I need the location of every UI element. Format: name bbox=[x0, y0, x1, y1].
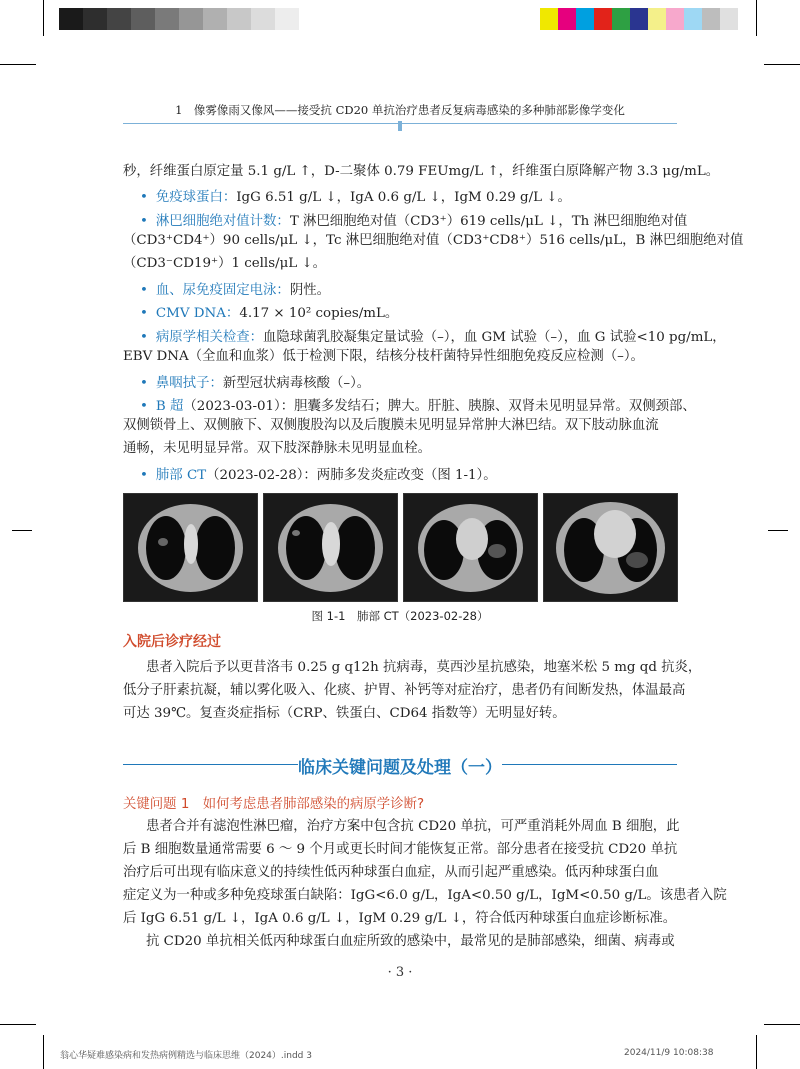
text-line: 后 B 细胞数量通常需要 6 ～ 9 个月或更长时间才能恢复正常。部分患者在接受抗 CD20 单抗 bbox=[123, 842, 678, 857]
text-line: 症定义为一种或多种免疫球蛋白缺陷：IgG<6.0 g/L，IgA<0.50 g/L，IgM<0.50 g/L。该患者入院 bbox=[123, 888, 727, 903]
item-label: 血、尿免疫固定电泳： bbox=[155, 283, 290, 298]
bullet-ultrasound: • B 超（2023-03-01）：胆囊多发结石；脾大。肝脏、胰腺、双肾未见明显异常。双侧颈部、 bbox=[140, 399, 696, 414]
item-text: IgG 6.51 g/L ↓，IgA 0.6 g/L ↓，IgM 0.29 g/L ↓。 bbox=[236, 190, 571, 205]
footer-filename: 翁心华疑难感染病和发热病例精选与临床思维（2024）.indd 3 bbox=[60, 1051, 312, 1061]
item-text: 阴性。 bbox=[289, 283, 330, 298]
text-line: 双侧锁骨上、双侧腋下、双侧腹股沟以及后腹膜未见明显异常肿大淋巴结。双下肢动脉血流 bbox=[123, 418, 659, 433]
bullet-lung-ct: • 肺部 CT（2023-02-28）：两肺多发炎症改变（图 1-1）。 bbox=[140, 468, 497, 483]
bullet-immunofixation: • 血、尿免疫固定电泳：阴性。 bbox=[140, 283, 330, 298]
bullet-cmv: • CMV DNA：4.17 × 10² copies/mL。 bbox=[140, 306, 399, 321]
text-line: 后 IgG 6.51 g/L ↓，IgA 0.6 g/L ↓，IgM 0.29 g/L ↓，符合低丙种球蛋白血症诊断标准。 bbox=[123, 911, 677, 926]
item-label: B 超 bbox=[155, 399, 184, 414]
text-line: 通畅，未见明显异常。双下肢深静脉未见明显血栓。 bbox=[123, 441, 431, 456]
header-rule-tick bbox=[398, 121, 402, 131]
item-label: 免疫球蛋白： bbox=[155, 190, 237, 205]
bullet-immunoglobulin: • 免疫球蛋白：IgG 6.51 g/L ↓，IgA 0.6 g/L ↓，IgM 0.29 g/L ↓。 bbox=[140, 190, 571, 205]
item-label: 肺部 CT bbox=[155, 468, 207, 483]
text-line: 抗 CD20 单抗相关低丙种球蛋白血症所致的感染中，最常见的是肺部感染，细菌、病毒或 bbox=[146, 934, 675, 949]
text-line: 患者合并有滤泡性淋巴瘤，治疗方案中包含抗 CD20 单抗，可严重消耗外周血 B 细胞，此 bbox=[146, 819, 680, 834]
item-label: 淋巴细胞绝对值计数： bbox=[155, 214, 290, 229]
text-line: 秒，纤维蛋白原定量 5.1 g/L ↑，D-二聚体 0.79 FEUmg/L ↑，纤维蛋白原降解产物 3.3 μg/mL。 bbox=[123, 164, 720, 179]
ct-image-4 bbox=[543, 493, 678, 602]
item-text: 新型冠状病毒核酸（–）。 bbox=[222, 376, 371, 391]
item-label: CMV DNA： bbox=[155, 306, 240, 321]
ct-image-3 bbox=[403, 493, 538, 602]
item-text: （2023-02-28）：两肺多发炎症改变（图 1-1）。 bbox=[206, 468, 497, 483]
section-banner: 临床关键问题及处理（一） bbox=[298, 758, 502, 778]
text-line: EBV DNA（全血和血浆）低于检测下限，结核分枝杆菌特异性细胞免疫反应检测（–）。 bbox=[123, 349, 644, 364]
page-number: · 3 · bbox=[387, 965, 413, 980]
figure-caption: 图 1-1 肺部 CT（2023-02-28） bbox=[311, 609, 489, 623]
item-label: 鼻咽拭子： bbox=[155, 376, 223, 391]
bullet-lymphocyte: • 淋巴细胞绝对值计数：T 淋巴细胞绝对值（CD3⁺）619 cells/μL ↓，Th 淋巴细胞绝对值 bbox=[140, 214, 688, 229]
running-header: 1 像雾像雨又像风——接受抗 CD20 单抗治疗患者反复病毒感染的多种肺部影像学变化 bbox=[175, 103, 625, 117]
bullet-swab: • 鼻咽拭子：新型冠状病毒核酸（–）。 bbox=[140, 376, 371, 391]
text-line: 可达 39℃。复查炎症指标（CRP、铁蛋白、CD64 指数等）无明显好转。 bbox=[123, 706, 566, 721]
item-text: T 淋巴细胞绝对值（CD3⁺）619 cells/μL ↓，Th 淋巴细胞绝对值 bbox=[289, 214, 688, 229]
text-line: 低分子肝素抗凝，辅以雾化吸入、化痰、护胃、补钙等对症治疗，患者仍有间断发热，体温最高 bbox=[123, 683, 686, 698]
item-text: （2023-03-01）：胆囊多发结石；脾大。肝脏、胰腺、双肾未见明显异常。双侧颈部、 bbox=[183, 399, 696, 414]
ct-image-2 bbox=[263, 493, 398, 602]
text-line: 治疗后可出现有临床意义的持续性低丙种球蛋白血症，从而引起严重感染。低丙种球蛋白血 bbox=[123, 865, 659, 880]
text-line: 患者入院后予以更昔洛韦 0.25 g q12h 抗病毒，莫西沙星抗感染，地塞米松 5 mg qd 抗炎， bbox=[146, 660, 702, 675]
item-label: 病原学相关检查： bbox=[155, 330, 264, 345]
item-text: 血隐球菌乳胶凝集定量试验（–），血 GM 试验（–），血 G 试验<10 pg/mL， bbox=[263, 330, 726, 345]
footer-timestamp: 2024/11/9 10:08:38 bbox=[624, 1048, 714, 1058]
key-question-heading: 关键问题 1 如何考虑患者肺部感染的病原学诊断? bbox=[123, 797, 425, 812]
bullet-pathogen: • 病原学相关检查：血隐球菌乳胶凝集定量试验（–），血 GM 试验（–），血 G 试验<10 pg/mL， bbox=[140, 330, 726, 345]
item-text: 4.17 × 10² copies/mL。 bbox=[239, 306, 399, 321]
text-line: （CD3⁺CD4⁺）90 cells/μL ↓，Tc 淋巴细胞绝对值（CD3⁺CD8⁺）516 cells/μL，B 淋巴细胞绝对值 bbox=[123, 233, 744, 248]
ct-image-1 bbox=[123, 493, 258, 602]
text-line: （CD3⁻CD19⁺）1 cells/μL ↓。 bbox=[123, 256, 327, 271]
admission-heading: 入院后诊疗经过 bbox=[123, 634, 221, 650]
